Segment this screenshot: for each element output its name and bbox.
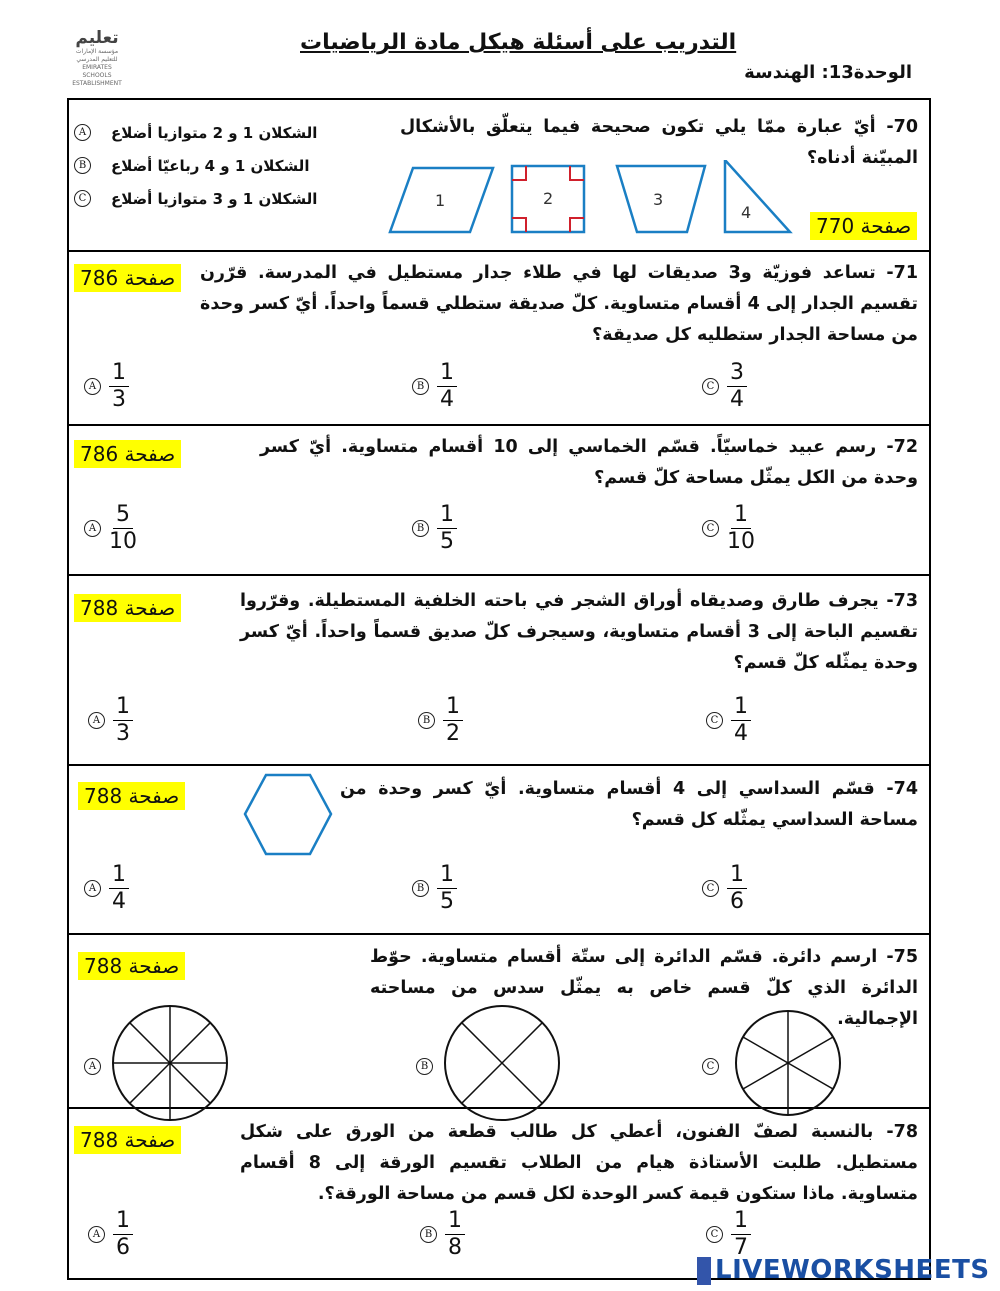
page-reference: صفحة 788 bbox=[74, 594, 181, 622]
choice-letter: A bbox=[74, 124, 91, 141]
denominator: 4 bbox=[112, 889, 126, 914]
circle-division-line bbox=[788, 1063, 833, 1089]
numerator: 1 bbox=[437, 502, 457, 529]
numerator: 1 bbox=[443, 694, 463, 721]
choice-c[interactable] bbox=[702, 502, 755, 555]
liveworksheets-logo bbox=[697, 1255, 990, 1285]
choice-letter: B bbox=[418, 712, 435, 729]
page-reference: صفحة 786 bbox=[74, 264, 181, 292]
divider bbox=[67, 250, 931, 252]
choice-letter: C bbox=[706, 712, 723, 729]
shape-label: 4 bbox=[741, 203, 752, 222]
numerator: 1 bbox=[437, 862, 457, 889]
question-70-text: 70- أيّ عبارة ممّا يلي تكون صحيحة فيما يتعلّق بالأشكال المبيّنة أدناه؟ bbox=[400, 117, 918, 168]
page-reference: صفحة 770 bbox=[810, 212, 917, 240]
worksheet-title: التدريب على أسئلة هيكل مادة الرياضيات bbox=[300, 30, 737, 55]
page-reference: صفحة 788 bbox=[78, 952, 185, 980]
fraction bbox=[109, 360, 129, 413]
choice-letter: A bbox=[84, 880, 101, 897]
fraction bbox=[109, 502, 137, 555]
fraction bbox=[445, 1208, 465, 1261]
question-70-choices bbox=[74, 116, 344, 215]
choice-letter: C bbox=[706, 1226, 723, 1243]
choice-b[interactable] bbox=[416, 1058, 441, 1075]
choice-letter: A bbox=[84, 378, 101, 395]
numerator: 1 bbox=[109, 862, 129, 889]
divider bbox=[67, 933, 931, 935]
circle-division-line bbox=[462, 1023, 502, 1063]
circle-8-parts[interactable] bbox=[110, 1003, 230, 1123]
circle-division-line bbox=[130, 1023, 170, 1063]
triangle-shape bbox=[725, 160, 790, 232]
choice-letter: B bbox=[74, 157, 91, 174]
fraction bbox=[113, 694, 133, 747]
numerator: 1 bbox=[727, 862, 747, 889]
logo-mark: تعليم bbox=[75, 28, 119, 48]
page-reference: صفحة 786 bbox=[74, 440, 181, 468]
choice-c[interactable] bbox=[702, 1058, 727, 1075]
numerator: 1 bbox=[109, 360, 129, 387]
numerator: 3 bbox=[727, 360, 747, 387]
choice-letter: A bbox=[84, 520, 101, 537]
choice-text: الشكلان 1 و 2 متوازيا أضلاع bbox=[111, 123, 318, 142]
choice-c[interactable] bbox=[74, 182, 344, 215]
numerator: 1 bbox=[437, 360, 457, 387]
denominator: 2 bbox=[446, 721, 460, 746]
numerator: 1 bbox=[731, 694, 751, 721]
question-73-text: 73- يجرف طارق وصديقاه أوراق الشجر في باحته الخلفية المستطيلة. وقرّروا تقسيم الباحة إلى 3 أقسام متساوية، وسيجرف كلّ صديق قسماً واحداً. أيّ كسر وحدة يمثّله كلّ قسم؟ bbox=[240, 591, 918, 673]
fraction bbox=[443, 694, 463, 747]
denominator: 5 bbox=[440, 529, 454, 554]
denominator: 7 bbox=[734, 1235, 748, 1260]
denominator: 6 bbox=[730, 889, 744, 914]
circle-division-line bbox=[502, 1023, 542, 1063]
choice-letter: B bbox=[412, 378, 429, 395]
shape-label: 1 bbox=[435, 191, 446, 210]
choice-c[interactable] bbox=[702, 862, 747, 915]
brand-icon bbox=[697, 1257, 711, 1285]
choice-letter: B bbox=[416, 1058, 433, 1075]
fraction bbox=[731, 694, 751, 747]
choice-a[interactable] bbox=[84, 502, 137, 555]
page-reference: صفحة 788 bbox=[74, 1126, 181, 1154]
denominator: 3 bbox=[116, 721, 130, 746]
brand-text: LIVEWORKSHEETS bbox=[715, 1255, 990, 1285]
fraction bbox=[113, 1208, 133, 1261]
choice-letter: B bbox=[412, 520, 429, 537]
choice-b[interactable] bbox=[74, 149, 344, 182]
unit-label: الوحدة13: الهندسة bbox=[744, 62, 912, 83]
circle-division-line bbox=[743, 1063, 788, 1089]
denominator: 4 bbox=[440, 387, 454, 412]
choice-letter: C bbox=[702, 520, 719, 537]
question-74-text: 74- قسّم السداسي إلى 4 أقسام متساوية. أيّ كسر وحدة من مساحة السداسي يمثّله كل قسم؟ bbox=[340, 779, 918, 830]
choice-c[interactable] bbox=[706, 1208, 751, 1261]
denominator: 5 bbox=[440, 889, 454, 914]
shape-label: 2 bbox=[543, 189, 554, 208]
page-reference: صفحة 788 bbox=[78, 782, 185, 810]
denominator: 10 bbox=[109, 529, 137, 554]
denominator: 4 bbox=[730, 387, 744, 412]
choice-letter: C bbox=[702, 880, 719, 897]
fraction bbox=[727, 360, 747, 413]
choice-b[interactable] bbox=[420, 1208, 465, 1261]
choice-a[interactable] bbox=[74, 116, 344, 149]
choice-text: الشكلان 1 و 4 رباعيّا أضلاع bbox=[111, 156, 310, 175]
question-71-text: 71- تساعد فوزيّة و3 صديقات لها في طلاء جدار مستطيل في المدرسة. قرّرن تقسيم الجدار إلى 4 أقسام متساوية. كلّ صديقة ستطلي قسماً واحداً. أيّ كسر وحدة من مساحة الجدار ستطليه كل صديقة؟ bbox=[200, 263, 918, 345]
choice-b[interactable] bbox=[412, 862, 457, 915]
circle-6-parts[interactable] bbox=[733, 1008, 843, 1118]
circle-division-line bbox=[743, 1037, 788, 1063]
numerator: 1 bbox=[731, 502, 751, 529]
numerator: 1 bbox=[113, 1208, 133, 1235]
circle-division-line bbox=[502, 1063, 542, 1103]
choice-c[interactable] bbox=[706, 694, 751, 747]
denominator: 6 bbox=[116, 1235, 130, 1260]
choice-letter: B bbox=[420, 1226, 437, 1243]
numerator: 5 bbox=[113, 502, 133, 529]
fraction bbox=[727, 862, 747, 915]
fraction bbox=[731, 1208, 751, 1261]
choice-letter: C bbox=[74, 190, 91, 207]
question-75-text: 75- ارسم دائرة. قسّم الدائرة إلى ستّة أقسام متساوية. حوّط الدائرة الذي كلّ قسم خاص به يمثّل سدس من مساحته الإجمالية. bbox=[370, 947, 918, 1029]
denominator: 4 bbox=[734, 721, 748, 746]
choice-letter: A bbox=[88, 712, 105, 729]
choice-b[interactable] bbox=[418, 694, 463, 747]
shapes-figure bbox=[385, 160, 805, 240]
numerator: 1 bbox=[731, 1208, 751, 1235]
choice-b[interactable] bbox=[412, 502, 457, 555]
logo-subtitle: مؤسسة الإمارات للتعليم المدرسي EMIRATES SCHOOLS ESTABLISHMENT bbox=[72, 48, 122, 87]
denominator: 3 bbox=[112, 387, 126, 412]
divider bbox=[67, 764, 931, 766]
question-72-text: 72- رسم عبيد خماسيّاً. قسّم الخماسي إلى 10 أقسام متساوية. أيّ كسر وحدة من الكل يمثّل مساحة كلّ قسم؟ bbox=[260, 437, 919, 488]
circle-division-line bbox=[462, 1063, 502, 1103]
question-78-text: 78- بالنسبة لصفّ الفنون، أعطي كل طالب قطعة من الورق على شكل مستطيل. طلبت الأستاذة هيام من الطلاب تقسيم الورقة إلى 8 أقسام متساوية. ماذا ستكون قيمة كسر الوحدة لكل قسم من مساحة الورقة؟. bbox=[240, 1122, 918, 1204]
divider bbox=[67, 424, 931, 426]
hexagon-shape bbox=[245, 775, 331, 854]
circle-4-parts[interactable] bbox=[442, 1003, 562, 1123]
numerator: 1 bbox=[113, 694, 133, 721]
denominator: 8 bbox=[448, 1235, 462, 1260]
choice-b[interactable] bbox=[412, 360, 457, 413]
denominator: 10 bbox=[727, 529, 755, 554]
circle-division-line bbox=[788, 1037, 833, 1063]
fraction bbox=[437, 502, 457, 555]
fraction bbox=[727, 502, 755, 555]
shape-label: 3 bbox=[653, 190, 664, 209]
fraction bbox=[437, 360, 457, 413]
choice-c[interactable] bbox=[702, 360, 747, 413]
fraction bbox=[437, 862, 457, 915]
choice-a[interactable] bbox=[84, 360, 129, 413]
hexagon-figure bbox=[240, 770, 336, 860]
choice-letter: C bbox=[702, 1058, 719, 1075]
circle-division-line bbox=[130, 1063, 170, 1103]
choice-a[interactable] bbox=[84, 1058, 109, 1075]
choice-a[interactable] bbox=[84, 862, 129, 915]
choice-a[interactable] bbox=[88, 694, 133, 747]
circle-division-line bbox=[170, 1063, 210, 1103]
divider bbox=[67, 574, 931, 576]
school-logo bbox=[70, 28, 124, 88]
fraction bbox=[109, 862, 129, 915]
choice-text: الشكلان 1 و 3 متوازيا أضلاع bbox=[111, 189, 318, 208]
choice-a[interactable] bbox=[88, 1208, 133, 1261]
circle-division-line bbox=[170, 1023, 210, 1063]
choice-letter: C bbox=[702, 378, 719, 395]
choice-letter: B bbox=[412, 880, 429, 897]
choice-letter: A bbox=[88, 1226, 105, 1243]
choice-letter: A bbox=[84, 1058, 101, 1075]
numerator: 1 bbox=[445, 1208, 465, 1235]
